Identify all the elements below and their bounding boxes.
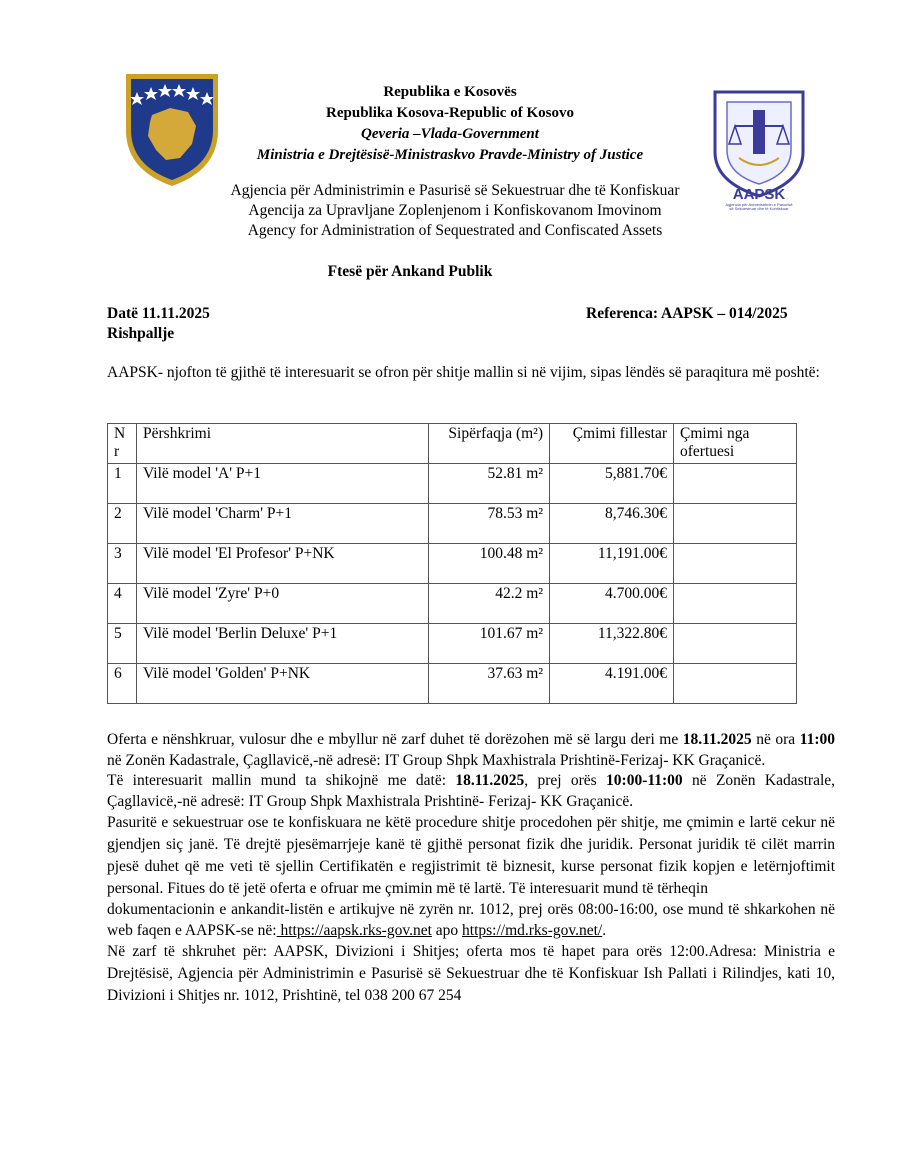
viewing-paragraph: Të interesuarit mallin mund ta shikojnë me datë: 18.11.2025, prej orës 10:00-11:00 në Zonën Kadastrale, Çagllavicë,-në adresë: IT Group Shpk Maxhistrala Prishtinë- Ferizaj- KK Graçanicë. (107, 772, 836, 810)
cell-description: Vilë model 'Zyre' P+0 (137, 584, 429, 624)
cell-price: 8,746.30€ (550, 504, 674, 544)
cell-nr: 2 (108, 504, 137, 544)
cell-nr: 5 (108, 624, 137, 664)
conditions-paragraph: Pasuritë e sekuestruar ose te konfiskuara ne këtë procedure shitje procedohen për shitje, me çmimin e lartë cekur në gjendjen siç janë. Të drejtë pjesëmarrjeje kanë të gjithë personat fizik dhe juridik. Personat juridik të cilët marrin pjesë duhet që me veti të sjellin Certifikatën e regjistrimit të biznesit, kurse personat fizik kopjen e letërnjoftimit personal. Fitues do të jetë oferta e ofruar me çmimin më të lartë. Të interesuarit mund të tërheqin (107, 814, 835, 897)
document-date: Datë 11.11.2025 (107, 305, 210, 322)
document-reference: Referenca: AAPSK – 014/2025 (586, 305, 788, 322)
envelope-address-paragraph: Në zarf të shkruhet për: AAPSK, Divizioni i Shitjes; oferta mos të hapet para orës 12:00.Adresa: Ministria e Drejtësisë, Agjencia për Administrimin e Pasurisë së Sekuestruar dhe të Konfiskuar Ish Pallati i Rilindjes, kati 10, Divizioni i Shitjes nr. 1012, Prishtinë, tel 038 200 67 254 (107, 943, 835, 1004)
table-row (108, 544, 797, 584)
cell-price: 4.191.00€ (550, 664, 674, 704)
cell-description: Vilë model 'A' P+1 (137, 464, 429, 504)
documentation-paragraph: dokumentacionin e ankandit-listën e artikujve në zyrën nr. 1012, prej orës 08:00-16:00, ose mund të shkarkohen në web faqen e AAPSK-se në: https://aapsk.rks-gov.net apo https://md.rks-gov.net/. (107, 901, 835, 939)
table-row (108, 664, 797, 704)
republish-label: Rishpallje (107, 325, 175, 342)
cell-area: 101.67 m² (429, 624, 550, 664)
cell-description: Vilë model 'Golden' P+NK (137, 664, 429, 704)
cell-area: 100.48 m² (429, 544, 550, 584)
table-row (108, 624, 797, 664)
aapsk-logo-subtext: Agjencia për Administrimin e Pasurisë së Sekuestruar dhe të Konfiskuar (725, 202, 793, 211)
agency-name-sq: Agjencia për Administrimin e Pasurisë së Sekuestruar dhe të Konfiskuar (230, 182, 680, 199)
header-republic-sr-en: Republika Kosova-Republic of Kosovo (326, 105, 574, 121)
cell-area: 42.2 m² (429, 584, 550, 624)
cell-offer[interactable] (674, 624, 797, 664)
ministry-website-link[interactable]: https://md.rks-gov.net/ (462, 921, 603, 939)
cell-offer[interactable] (674, 504, 797, 544)
header-block (0, 82, 900, 166)
cell-price: 11,191.00€ (550, 544, 674, 584)
col-header-area: Sipërfaqja (m²) (429, 424, 550, 464)
cell-offer[interactable] (674, 664, 797, 704)
cell-nr: 6 (108, 664, 137, 704)
submission-paragraph: Oferta e nënshkruar, vulosur dhe e mbyllur në zarf duhet të dorëzohen më së largu deri me 18.11.2025 në ora 11:00 në Zonën Kadastrale, Çagllavicë,-në adresë: IT Group Shpk Maxhistrala Prishtinë-Ferizaj- KK Graçanicë. (107, 731, 835, 769)
document-title: Ftesë për Ankand Publik (327, 263, 493, 280)
header-republic-sq: Republika e Kosovës (383, 84, 517, 100)
body-text (107, 730, 835, 1007)
col-header-start-price: Çmimi fillestar (550, 424, 674, 464)
aapsk-website-link[interactable]: https://aapsk.rks-gov.net (276, 921, 432, 939)
header-government: Qeveria –Vlada-Government (361, 126, 539, 142)
cell-nr: 1 (108, 464, 137, 504)
cell-area: 78.53 m² (429, 504, 550, 544)
intro-paragraph: AAPSK- njofton të gjithë të interesuarit se ofron për shitje mallin si në vijim, sipas lëndës së paraqitura më poshtë: (107, 364, 820, 381)
aapsk-logo-text: AAPSK (732, 186, 786, 203)
cell-description: Vilë model 'Charm' P+1 (137, 504, 429, 544)
table-header-row (108, 424, 797, 464)
cell-price: 5,881.70€ (550, 464, 674, 504)
cell-area: 52.81 m² (429, 464, 550, 504)
cell-description: Vilë model 'Berlin Deluxe' P+1 (137, 624, 429, 664)
date-block (107, 305, 210, 343)
cell-offer[interactable] (674, 584, 797, 624)
cell-offer[interactable] (674, 544, 797, 584)
agency-name-sr: Agencija za Upravljane Zoplenjenom i Konfiskovanom Imovinom (248, 202, 662, 219)
agency-block (130, 181, 780, 241)
table-row (108, 504, 797, 544)
cell-area: 37.63 m² (429, 664, 550, 704)
agency-name-en: Agency for Administration of Sequestrated and Confiscated Assets (247, 222, 663, 239)
col-header-offer-price: Çmimi nga ofertuesi (674, 424, 797, 464)
cell-price: 11,322.80€ (550, 624, 674, 664)
cell-offer[interactable] (674, 464, 797, 504)
cell-nr: 3 (108, 544, 137, 584)
cell-description: Vilë model 'El Profesor' P+NK (137, 544, 429, 584)
items-table (107, 423, 797, 704)
col-header-description: Përshkrimi (137, 424, 429, 464)
cell-nr: 4 (108, 584, 137, 624)
table-row (108, 464, 797, 504)
header-ministry: Ministria e Drejtësisë-Ministraskvo Pravde-Ministry of Justice (256, 147, 644, 163)
cell-price: 4.700.00€ (550, 584, 674, 624)
col-header-nr: N r (108, 424, 137, 464)
table-row (108, 584, 797, 624)
